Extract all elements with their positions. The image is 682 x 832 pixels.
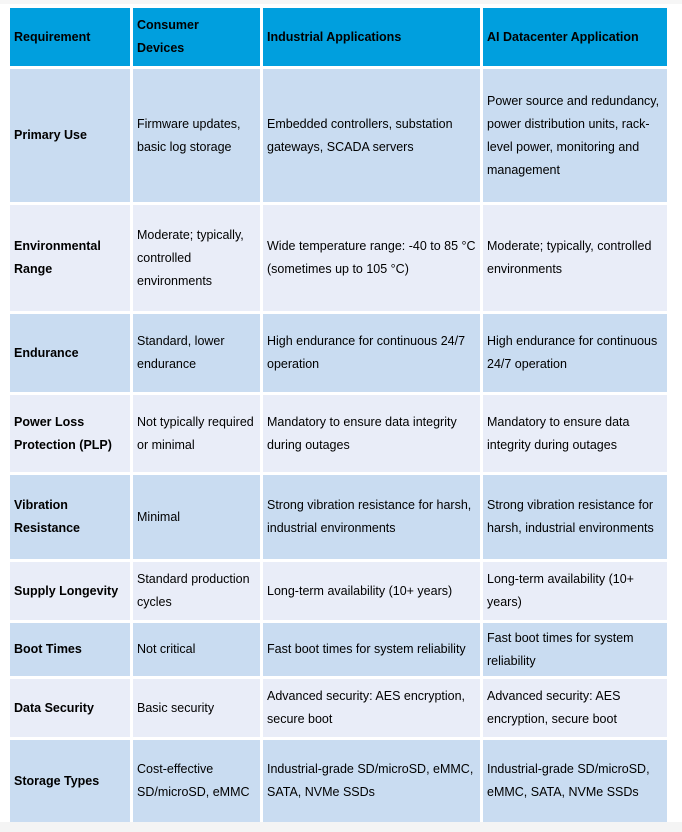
comparison-table <box>10 8 667 822</box>
table-cell: Basic security <box>133 679 263 740</box>
cell-requirement: Power Loss Protection (PLP) <box>10 395 133 475</box>
table-cell: Advanced security: AES encryption, secure boot <box>483 679 667 740</box>
table-cell: Not typically required or minimal <box>133 395 263 475</box>
cell-requirement: Primary Use <box>10 69 133 205</box>
table-cell: Not critical <box>133 623 263 679</box>
cell-requirement: Supply Longevity <box>10 562 133 623</box>
page-top-strip <box>0 0 682 4</box>
table-cell: Advanced security: AES encryption, secure boot <box>263 679 483 740</box>
table-cell: Mandatory to ensure data integrity during outages <box>263 395 483 475</box>
table-row <box>10 740 667 822</box>
table-cell: Standard production cycles <box>133 562 263 623</box>
table-row <box>10 395 667 475</box>
table-cell: Standard, lower endurance <box>133 314 263 395</box>
table-cell: Long-term availability (10+ years) <box>483 562 667 623</box>
table-row <box>10 679 667 740</box>
table-cell: Power source and redundancy, power distribution units, rack-level power, monitoring and management <box>483 69 667 205</box>
cell-requirement: Vibration Resistance <box>10 475 133 562</box>
table-cell: Moderate; typically, controlled environments <box>133 205 263 314</box>
table-header <box>10 8 667 69</box>
table-cell: Wide temperature range: -40 to 85 °C (sometimes up to 105 °C) <box>263 205 483 314</box>
column-header-industrial-applications: Industrial Applications <box>263 8 483 69</box>
table-cell: Long-term availability (10+ years) <box>263 562 483 623</box>
column-header-consumer-devices: Consumer Devices <box>133 8 263 69</box>
page-bottom-strip <box>0 822 682 832</box>
table-row <box>10 69 667 205</box>
table-cell: Cost-effective SD/microSD, eMMC <box>133 740 263 822</box>
table-cell: Firmware updates, basic log storage <box>133 69 263 205</box>
table-cell: High endurance for continuous 24/7 operation <box>483 314 667 395</box>
table-cell: Fast boot times for system reliability <box>483 623 667 679</box>
cell-requirement: Storage Types <box>10 740 133 822</box>
table-cell: Strong vibration resistance for harsh, industrial environments <box>483 475 667 562</box>
cell-requirement: Endurance <box>10 314 133 395</box>
header-row <box>10 8 667 69</box>
column-header-requirement: Requirement <box>10 8 133 69</box>
table-row <box>10 205 667 314</box>
table-row <box>10 562 667 623</box>
cell-requirement: Boot Times <box>10 623 133 679</box>
column-header-ai-datacenter-application: AI Datacenter Application <box>483 8 667 69</box>
table-row <box>10 623 667 679</box>
table-cell: Minimal <box>133 475 263 562</box>
table-cell: Industrial-grade SD/microSD, eMMC, SATA, NVMe SSDs <box>483 740 667 822</box>
table-cell: High endurance for continuous 24/7 operation <box>263 314 483 395</box>
cell-requirement: Data Security <box>10 679 133 740</box>
cell-requirement: Environmental Range <box>10 205 133 314</box>
table-cell: Mandatory to ensure data integrity during outages <box>483 395 667 475</box>
table-cell: Fast boot times for system reliability <box>263 623 483 679</box>
table-body <box>10 69 667 822</box>
table-cell: Strong vibration resistance for harsh, industrial environments <box>263 475 483 562</box>
table-row <box>10 475 667 562</box>
table-cell: Industrial-grade SD/microSD, eMMC, SATA, NVMe SSDs <box>263 740 483 822</box>
table-cell: Moderate; typically, controlled environments <box>483 205 667 314</box>
table-cell: Embedded controllers, substation gateways, SCADA servers <box>263 69 483 205</box>
table-row <box>10 314 667 395</box>
